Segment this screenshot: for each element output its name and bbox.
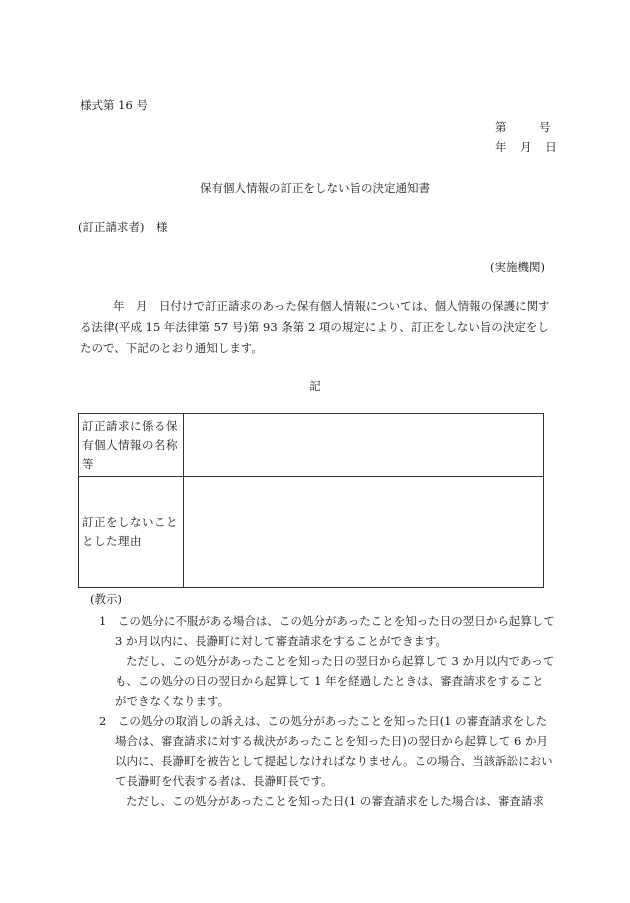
instruction-item-2: 2 この処分の取消しの訴えは、この処分があったことを知った日(1 の審査請求をした場合は、審査請求に対する裁決があったことを知った日)の翌日から起算して 6 か月以内に、長瀞町を被告として提起しなければなりません。この場合、当該訴訟において長瀞町を代表する者は、長瀞町長です。 [99, 714, 553, 788]
document-title: 保有個人情報の訂正をしない旨の決定通知書 [200, 181, 430, 195]
row1-value [184, 414, 544, 477]
table-row [79, 477, 544, 588]
row1-label: 訂正請求に係る保有個人情報の名称等 [79, 414, 184, 477]
instruction-item-1: 1 この処分に不服がある場合は、この処分があったことを知った日の翌日から起算して 3 か月以内に、長瀞町に対して審査請求をすることができます。 [99, 614, 555, 648]
document-number-dai: 第 [495, 120, 507, 134]
row2-label: 訂正をしないこととした理由 [79, 477, 184, 588]
row2-value [184, 477, 544, 588]
document-date: 年 月 日 [495, 140, 557, 154]
instruction-item-1-proviso: ただし、この処分があったことを知った日の翌日から起算して 3 か月以内であっても、この処分の日の翌日から起算して 1 年を経過したときは、審査請求をすることができなくなります。 [115, 654, 555, 708]
table-row [79, 414, 544, 477]
body-paragraph: 年 月 日付けで訂正請求のあった保有個人情報については、個人情報の保護に関する法律(平成 15 年法律第 57 号)第 93 条第 2 項の規定により、訂正をしない旨の決定をしたので、下記のとおり通知します。 [80, 299, 550, 355]
form-number: 様式第 16 号 [80, 98, 148, 112]
info-table [78, 413, 544, 588]
instruction-item-2-proviso: ただし、この処分があったことを知った日(1 の審査請求をした場合は、審査請求 [126, 794, 544, 808]
document-number-go: 号 [539, 120, 551, 134]
ki-heading: 記 [309, 379, 321, 393]
issuing-agency: (実施機関) [490, 260, 545, 274]
instructions-label: (教示) [90, 592, 122, 606]
addressee: (訂正請求者) 様 [78, 220, 168, 234]
